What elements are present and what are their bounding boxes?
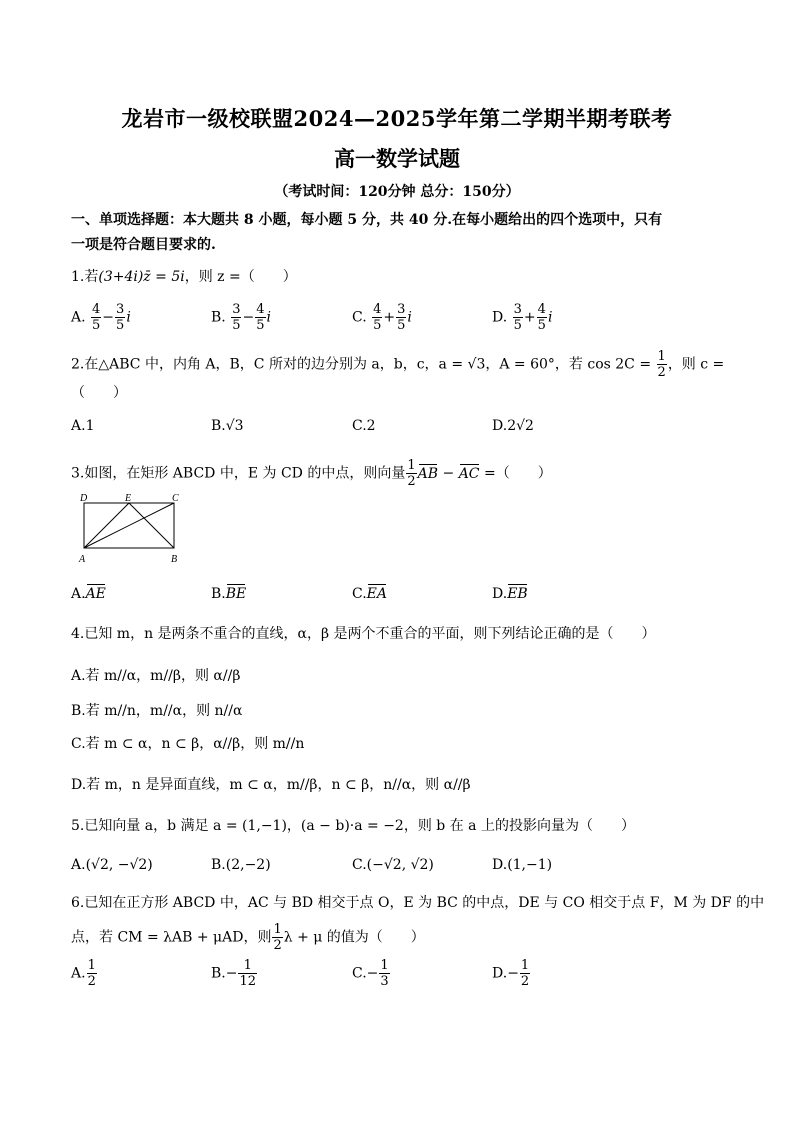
- q1-stem: [71, 266, 297, 286]
- q6-stem-line2: [71, 922, 425, 953]
- q6-stem-line1: 6.已知在正方形 ABCD 中，AC 与 BD 相交于点 O，E 为 BC 的中点，DE 与 CO 相交于点 F，M 为 DF 的中: [71, 895, 765, 911]
- q6-stem-line2-a: 点，若 CM = λAB + μAD，则: [71, 929, 272, 946]
- q4-stem: 4.已知 m，n 是两条不重合的直线，α，β 是两个不重合的平面，则下列结论正确的是（ ）: [71, 626, 656, 642]
- q3-stem-b: =（ ）: [479, 465, 552, 482]
- q1-option-a[interactable]: A. $\frac{4}{5}$ − $\frac{3}{5}$ i: [71, 302, 131, 333]
- q3-rectangle-figure: [74, 492, 186, 568]
- q3-stem: 3.如图，在矩形 ABCD 中，E 为 CD 的中点，则向量 $\frac{1}{2}$ AB − AC =（ ）: [71, 458, 552, 489]
- exam-title: 龙岩市一级校联盟2024—2025学年第二学期半期考联考: [121, 106, 673, 131]
- q1-stem-expr: (3+4i)z̄ = 5i: [98, 269, 185, 285]
- q3-vector-ab: AB: [417, 465, 439, 482]
- label-b: B: [171, 554, 178, 565]
- q1-stem-prefix: 1.若: [71, 269, 99, 285]
- q2-option-a[interactable]: A.1: [71, 418, 95, 434]
- exam-info: （考试时间：120分钟 总分：150分）: [274, 184, 520, 200]
- label-a: A: [79, 554, 86, 565]
- label-c: C: [172, 493, 179, 504]
- q4-option-d[interactable]: D.若 m，n 是异面直线，m ⊂ α，m//β，n ⊂ β，n//α，则 α//β: [71, 777, 471, 793]
- segment-eb: [129, 503, 174, 548]
- label-e: E: [125, 493, 132, 504]
- q4-option-b[interactable]: B.若 m//n，m//α，则 n//α: [71, 703, 243, 719]
- section-heading-line2: 一项是符合题目要求的.: [71, 237, 216, 253]
- q2-stem-b: ，则 c =: [667, 356, 725, 373]
- q3-half-fraction: $\frac{1}{2}$: [407, 458, 416, 489]
- q6-half-fraction: $\frac{1}{2}$: [273, 922, 282, 953]
- q4-option-a[interactable]: A.若 m//α，m//β，则 α//β: [71, 668, 241, 684]
- q2-half-fraction: $\frac{1}{2}$: [657, 349, 666, 380]
- q2-stem-a: 2.在△ABC 中，内角 A，B，C 所对的边分别为 a，b，c，a = √3，A = 60°，若 cos 2C =: [71, 356, 656, 373]
- q3-stem-a: 3.如图，在矩形 ABCD 中，E 为 CD 的中点，则向量: [71, 465, 406, 482]
- exam-subtitle: 高一数学试题: [334, 146, 460, 171]
- q6-option-d[interactable]: D.− $\frac{1}{2}$: [492, 958, 530, 989]
- q1-option-d[interactable]: D. $\frac{3}{5}$ + $\frac{4}{5}$ i: [492, 302, 553, 333]
- q6-stem-line2-b: λ + μ 的值为（ ）: [283, 929, 425, 946]
- q2-option-d[interactable]: D.2√2: [492, 418, 534, 434]
- q5-option-d[interactable]: D.(1,−1): [492, 857, 553, 873]
- q1-option-b[interactable]: B. $\frac{3}{5}$ − $\frac{4}{5}$ i: [211, 302, 271, 333]
- q3-option-d[interactable]: D.EB: [492, 586, 528, 602]
- section-heading-line1: 一、单项选择题：本大题共 8 小题，每小题 5 分，共 40 分.在每小题给出的四个选项中，只有: [71, 212, 663, 228]
- label-d: D: [80, 493, 88, 504]
- q1-stem-suffix: ，则 z =（ ）: [184, 269, 297, 285]
- q6-option-c[interactable]: C.− $\frac{1}{3}$: [352, 958, 389, 989]
- q3-option-b[interactable]: B.BE: [211, 586, 247, 602]
- q5-stem: 5.已知向量 a，b 满足 a = (1,−1)，(a − b)·a = −2，则 b 在 a 上的投影向量为（ ）: [71, 818, 635, 834]
- q3-option-a[interactable]: A.AE: [71, 586, 106, 602]
- q2-stem: [71, 349, 724, 380]
- q5-option-c[interactable]: C.(−√2, √2): [352, 857, 434, 873]
- q6-option-a[interactable]: A. $\frac{1}{2}$: [71, 958, 96, 989]
- q6-option-b[interactable]: B.− $\frac{1}{12}$: [211, 958, 257, 989]
- q2-stem-line2: （ ）: [71, 385, 127, 401]
- q1-option-c[interactable]: C. $\frac{4}{5}$ + $\frac{3}{5}$ i: [352, 302, 412, 333]
- q5-option-b[interactable]: B.(2,−2): [211, 857, 271, 873]
- q5-option-a[interactable]: A.(√2, −√2): [71, 857, 153, 873]
- q2-option-c[interactable]: C.2: [352, 418, 376, 434]
- q4-option-c[interactable]: C.若 m ⊂ α，n ⊂ β，α//β，则 m//n: [71, 736, 305, 752]
- segment-ae: [84, 503, 129, 548]
- segment-ac: [84, 503, 174, 548]
- q2-option-b[interactable]: B.√3: [211, 418, 244, 434]
- q3-vector-ac: AC: [458, 465, 480, 482]
- q3-option-c[interactable]: C.EA: [352, 586, 388, 602]
